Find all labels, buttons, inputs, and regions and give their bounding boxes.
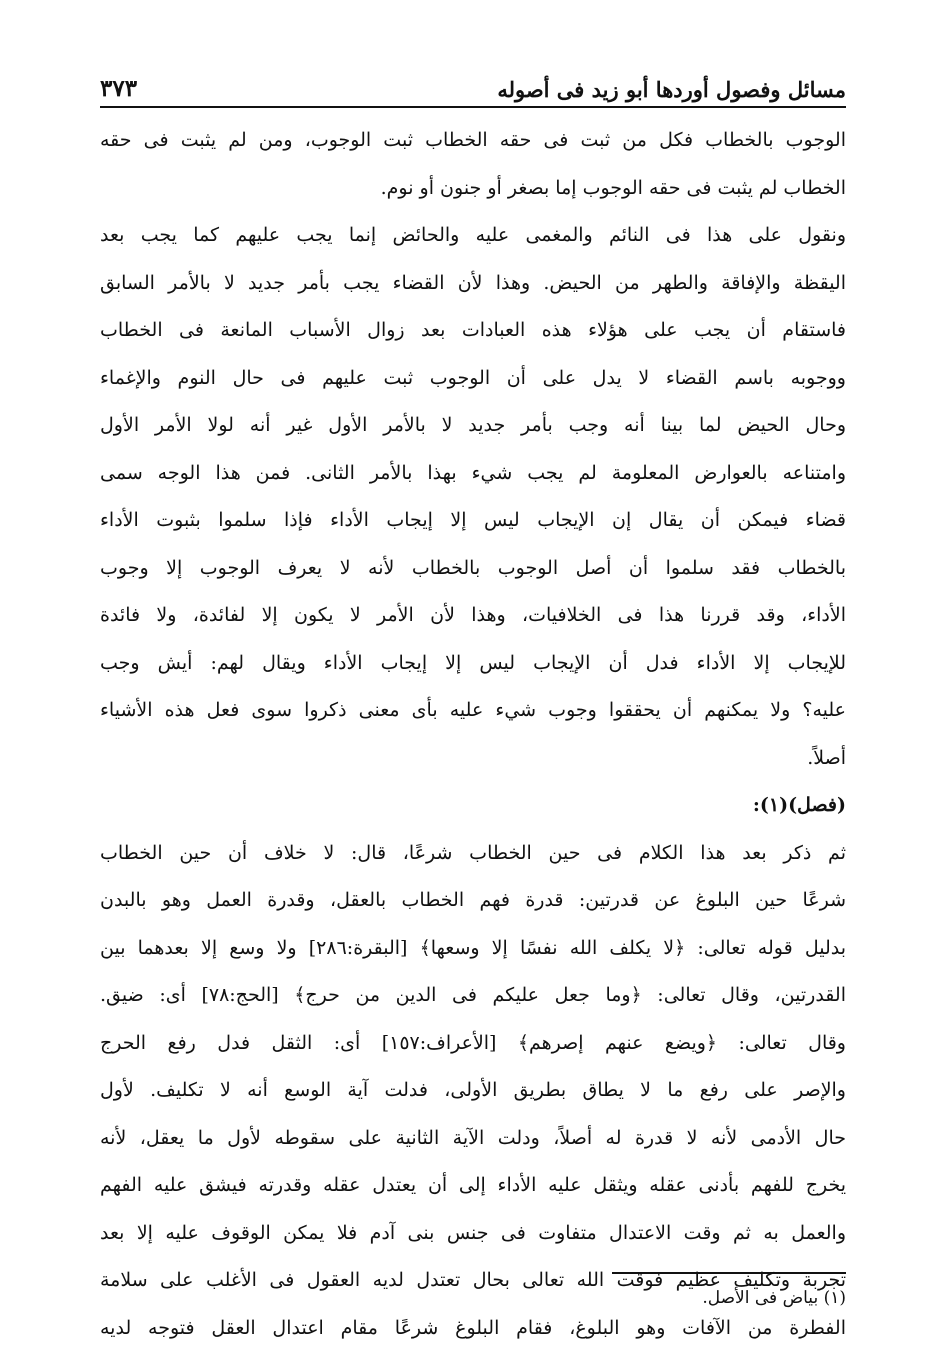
text-line: الخطاب لم يثبت فى حقه الوجوب إما بصغر أو جنون أو نوم.: [380, 176, 846, 199]
text-line: وقال تعالى: ﴿ويضع عنهم إصرهم﴾ [الأعراف:١٥٧] أى: الثقل فدل رفع الحرج: [100, 1031, 846, 1054]
text-line: حال الأدمى لأنه لا قدرة له أصلاً، ودلت الآية الثانية على سقوطه لأول ما يعقل، لأنه: [100, 1126, 846, 1149]
text-line: وامتناعه بالعوارض المعلومة لم يجب شيء بهذا بالأمر الثانى. فمن هذا الوجه سمى: [100, 461, 846, 484]
header-rule: [100, 106, 846, 108]
text-line: الفطرة من الآفات وهو البلوغ، فقام البلوغ شرعًا مقام اعتدال العقل فتوجه لديه: [100, 1316, 846, 1339]
text-line: ثم ذكر بعد هذا الكلام فى حين الخطاب شرعًا، قال: لا خلاف أن حين الخطاب: [100, 841, 846, 864]
text-line: بالخطاب فقد سلموا أن أصل الوجوب بالخطاب لأنه لا يعرف الوجوب إلا وجوب: [100, 556, 846, 579]
running-title: مسائل وفصول أوردها أبو زيد فى أصوله: [497, 77, 846, 102]
text-line: الأداء، وقد قررنا هذا فى الخلافيات، وهذا لأن الأمر لا يكون إلا لفائدة، ولا فائدة: [100, 604, 846, 626]
text-line: قضاء فيمكن أن يقال إن الإيجاب ليس إلا إيجاب الأداء فإذا سلموا بثبوت الأداء: [100, 509, 846, 531]
page-number: ٣٧٣: [100, 75, 138, 102]
text-line: وحال الحيض لما بينا أنه وجب بأمر جديد لا بالأمر الأول غير أنه لولا الأمر الأول: [100, 414, 846, 436]
text-line: ونقول على هذا فى النائم والمغمى عليه والحائض إنما يجب عليهم كما يجب بعد: [100, 224, 846, 246]
page-header: [100, 62, 846, 102]
text-line: تجربة وتكليف عظيم فوقت الله تعالى بحال تعتدل لديه العقول فى الأغلب على سلامة: [100, 1269, 846, 1291]
text-line: القدرتين، وقال تعالى: ﴿وما جعل عليكم فى الدين من حرج﴾ [الحج:٧٨] أى: ضيق.: [100, 984, 846, 1006]
footnote-rule: [612, 1272, 846, 1274]
footnote: (١) بياض فى الأصل.: [702, 1288, 846, 1308]
text-line: فاستقام أن يجب على هؤلاء هذه العبادات بعد زوال الأسباب المانعة فى الخطاب: [100, 319, 846, 341]
text-line: والإصر على رفع ما لا يطاق بطريق الأولى، فدلت آية الوسع أنه لا تكليف. لأول: [100, 1079, 846, 1101]
text-line: للإيجاب إلا الأداء فدل أن الإيجاب ليس إلا إيجاب الأداء ويقال لهم: أيش وجب: [100, 651, 846, 674]
text-line: والعمل به ثم وقت الاعتدال متفاوت فى جنس بنى آدم فلا يمكن الوقوف عليه إلا بعد: [100, 1221, 846, 1244]
text-line: بدليل قوله تعالى: ﴿لا يكلف الله نفسًا إلا وسعها﴾ [البقرة:٢٨٦] ولا وسع إلا بعدهما بين: [100, 936, 846, 959]
text-line: ووجوبه باسم القضاء لا يدل على أن الوجوب ثبت عليهم فى حال النوم والإغماء: [100, 366, 846, 389]
text-line: الوجوب بالخطاب فكل من ثبت فى حقه الخطاب ثبت الوجوب، ومن لم يثبت فى حقه: [100, 129, 846, 151]
text-line: أصلاً.: [807, 746, 846, 769]
section-heading: (فصل)(١):: [752, 794, 846, 816]
text-line: عليه؟ ولا يمكنهم أن يحققوا وجوب شيء عليه بأى معنى ذكروا سوى فعل هذه الأشياء: [100, 699, 846, 721]
text-line: شرعًا حين البلوغ عن قدرتين: قدرة فهم الخطاب بالعقل، وقدرة العمل وهو بالبدن: [100, 889, 846, 911]
body-text: [100, 117, 846, 1352]
text-line: يخرج للفهم بأدنى عقله ويثقل عليه الأداء إلى أن يعتدل عقله وقدرته فيشق عليه الفهم: [100, 1174, 846, 1196]
text-line: اليقظة والإفاقة والطهر من الحيض. وهذا لأن القضاء يجب بأمر جديد لا بالأمر السابق: [100, 271, 846, 294]
